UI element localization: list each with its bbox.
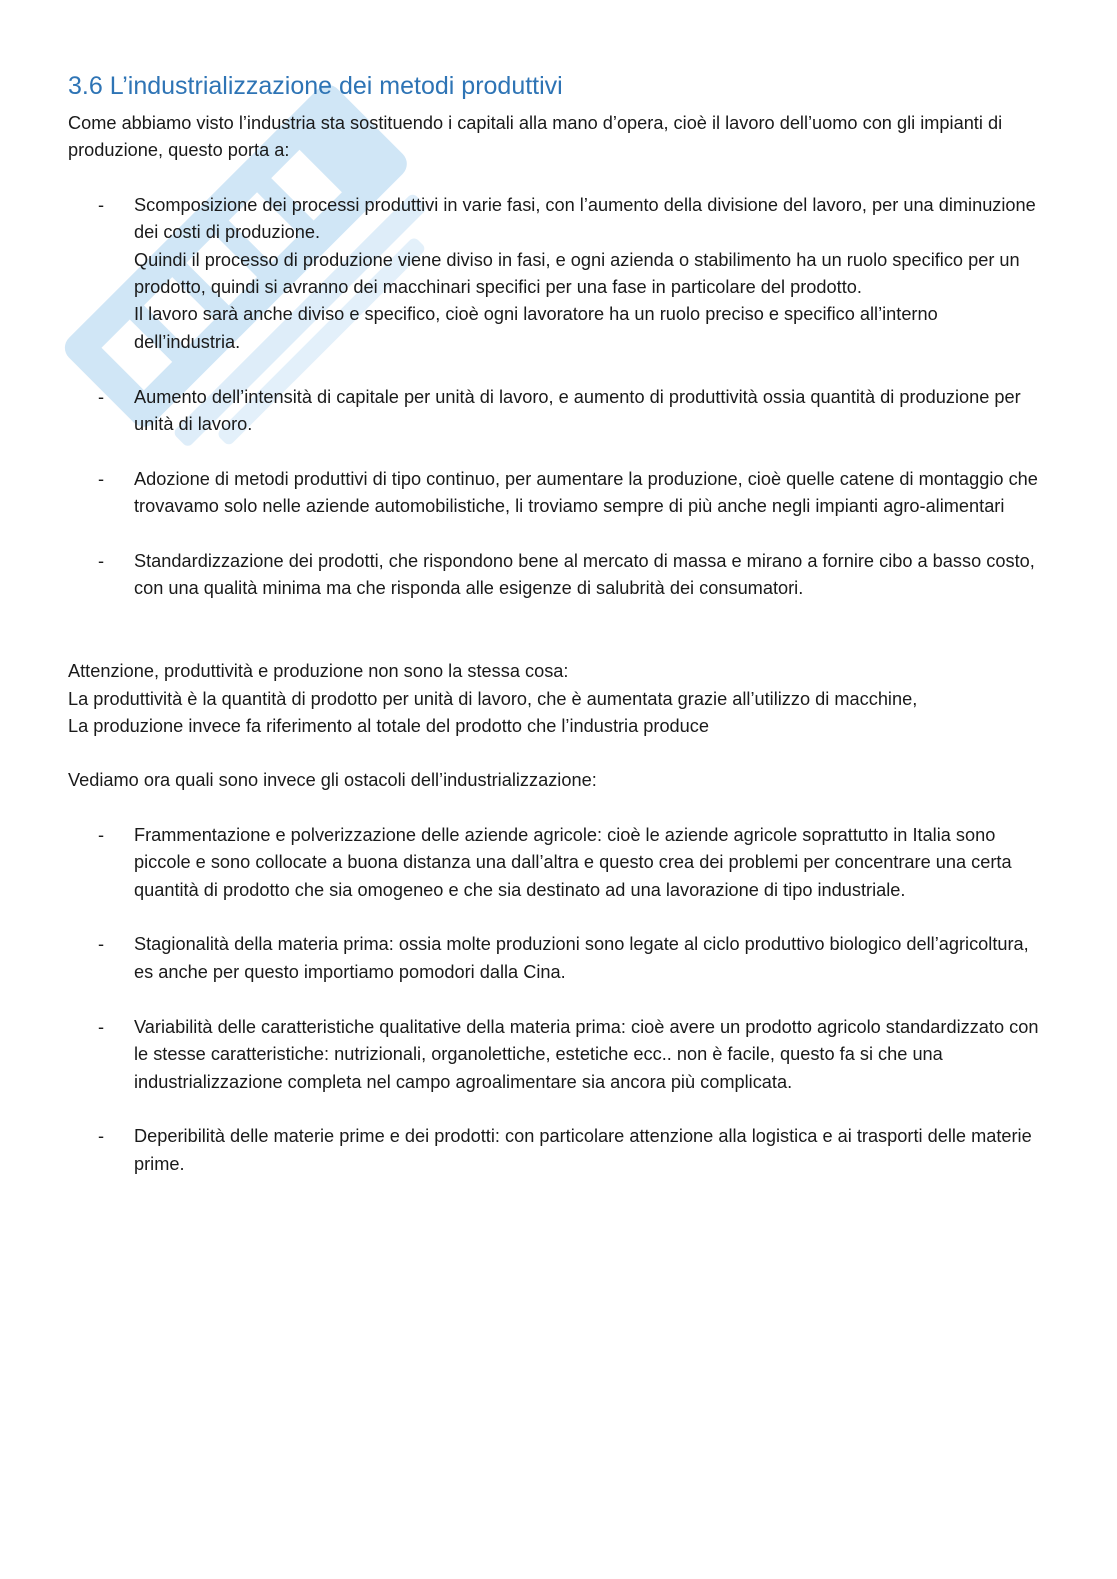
attention-line: La produttività è la quantità di prodotto per unità di lavoro, che è aumentata grazie all’utilizzo di macchine, bbox=[68, 688, 918, 709]
consequences-list bbox=[68, 192, 1048, 603]
list-item-paragraph: Stagionalità della materia prima: ossia molte produzioni sono legate al ciclo produttivo biologico dell’agricoltura, es anche per questo importiamo pomodori dalla Cina. bbox=[134, 934, 1029, 982]
attention-line: Attenzione, produttività e produzione non sono la stessa cosa: bbox=[68, 661, 569, 682]
bullet-dash: - bbox=[98, 551, 105, 572]
list-item-paragraph: Deperibilità delle materie prime e dei prodotti: con particolare attenzione alla logistica e ai trasporti delle materie prime. bbox=[134, 1126, 1032, 1174]
list-item bbox=[68, 931, 1048, 986]
list-item bbox=[68, 548, 1048, 603]
list-item-paragraph: Aumento dell’intensità di capitale per unità di lavoro, e aumento di produttività ossia quantità di produzione per unità di lavoro. bbox=[134, 386, 1021, 435]
list-item bbox=[68, 384, 1048, 439]
attention-block bbox=[68, 658, 1048, 740]
list-item-paragraph: Il lavoro sarà anche diviso e specifico, cioè ogni lavoratore ha un ruolo preciso e specifico all’interno dell’industria. bbox=[134, 304, 938, 352]
list-item-paragraph: Frammentazione e polverizzazione delle aziende agricole: cioè le aziende agricole soprattutto in Italia sono piccole e sono collocate a buona distanza una dall’altra e questo crea dei problemi per concentrare una certa quantità di prodotto che sia omogeneo e che sia destinato ad una lavorazione di tipo industriale. bbox=[134, 824, 1012, 900]
bullet-dash: - bbox=[98, 194, 105, 215]
list-item bbox=[68, 1014, 1048, 1096]
bullet-dash: - bbox=[98, 468, 105, 489]
obstacles-intro: Vediamo ora quali sono invece gli ostacoli dell’industrializzazione: bbox=[68, 770, 597, 791]
list-item-paragraph: Scomposizione dei processi produttivi in varie fasi, con l’aumento della divisione del lavoro, per una diminuzione dei costi di produzione. bbox=[134, 194, 1036, 243]
bullet-dash: - bbox=[98, 1016, 105, 1037]
list-item-paragraph: Standardizzazione dei prodotti, che rispondono bene al mercato di massa e mirano a fornire cibo a basso costo, con una qualità minima ma che risponda alle esigenze di salubrità dei consumatori. bbox=[134, 551, 1035, 599]
intro-paragraph: Come abbiamo visto l’industria sta sostituendo i capitali alla mano d’opera, cioè il lavoro dell’uomo con gli impianti di produzione, questo porta a: bbox=[68, 113, 1003, 161]
document-page bbox=[68, 68, 1048, 1206]
attention-line: La produzione invece fa riferimento al totale del prodotto che l’industria produce bbox=[68, 716, 709, 737]
list-item bbox=[68, 192, 1048, 356]
list-item bbox=[68, 466, 1048, 521]
list-item-paragraph: Quindi il processo di produzione viene diviso in fasi, e ogni azienda o stabilimento ha un ruolo specifico per un prodotto, quindi si avranno dei macchinari specifici per una fase in particolare del prodotto. bbox=[134, 249, 1020, 298]
bullet-dash: - bbox=[98, 824, 105, 845]
list-item-paragraph: Variabilità delle caratteristiche qualitative della materia prima: cioè avere un prodotto agricolo standardizzato con le stesse caratteristiche: nutrizionali, organolettiche, estetiche ecc.. non è facile, questo fa si che una industrializzazione completa nel campo agroalimentare sia ancora più complicata. bbox=[134, 1016, 1039, 1092]
section-title: 3.6 L’industrializzazione dei metodi produttivi bbox=[68, 72, 563, 100]
list-item-paragraph: Adozione di metodi produttivi di tipo continuo, per aumentare la produzione, cioè quelle catene di montaggio che trovavamo solo nelle aziende automobilistiche, li troviamo sempre di più anche negli impianti agro-alimentari bbox=[134, 468, 1038, 517]
bullet-dash: - bbox=[98, 934, 105, 955]
obstacles-list bbox=[68, 822, 1048, 1178]
bullet-dash: - bbox=[98, 386, 105, 407]
bullet-dash: - bbox=[98, 1126, 105, 1147]
list-item bbox=[68, 1123, 1048, 1178]
list-item bbox=[68, 822, 1048, 904]
